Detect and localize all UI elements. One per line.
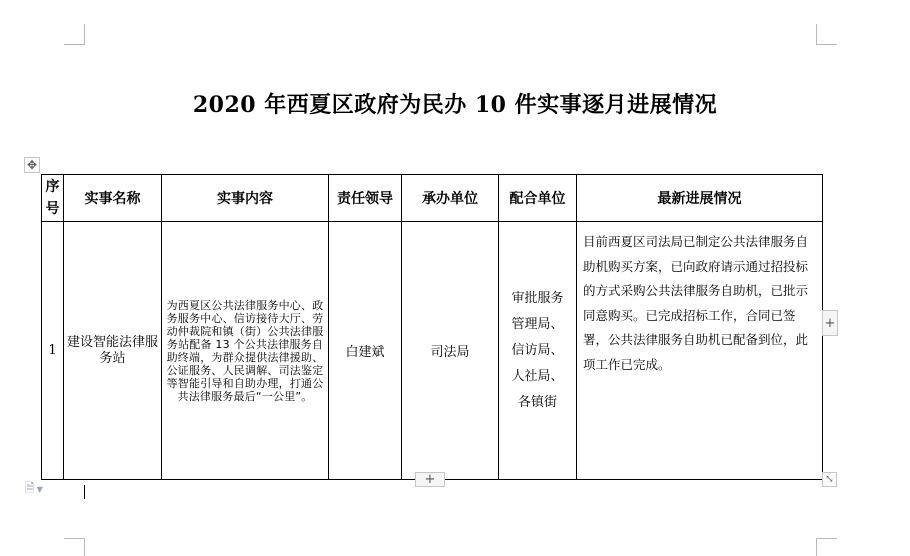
header-progress[interactable]: 最新进展情况: [577, 175, 823, 222]
progress-table: [41, 174, 823, 480]
crop-mark-top-left: [64, 24, 85, 45]
text-cursor: [84, 485, 85, 499]
cell-seq[interactable]: 1: [42, 222, 64, 480]
header-seq-line-1: 序: [45, 179, 60, 195]
header-seq-line-2: 号: [45, 201, 60, 217]
coop-line: 各镇街: [517, 394, 557, 410]
cell-content[interactable]: 为西夏区公共法律服务中心、政务服务中心、信访接待大厅、劳动仲裁院和镇（街）公共法律服务站配备 13 个公共法律服务自助终端，为群众提供法律援助、公证服务、人民调解、司法鉴定等智能引导和自助办理，打通公共法律服务最后“一公里”。: [162, 222, 329, 480]
coop-line: 信访局、: [511, 342, 564, 358]
cell-name[interactable]: 建设智能法律服务站: [64, 222, 162, 480]
cell-dept[interactable]: 司法局: [402, 222, 499, 480]
table-header-row: [42, 175, 823, 222]
table-row: [42, 222, 823, 480]
crop-mark-bottom-left: [64, 538, 85, 556]
paragraph-menu-icon[interactable]: 🗎 ▼: [25, 481, 43, 495]
header-name[interactable]: 实事名称: [64, 175, 162, 222]
header-leader[interactable]: 责任领导: [329, 175, 402, 222]
header-content[interactable]: 实事内容: [162, 175, 329, 222]
coop-line: 人社局、: [511, 368, 564, 384]
crop-mark-bottom-right: [816, 538, 837, 556]
header-dept[interactable]: 承办单位: [402, 175, 499, 222]
header-seq[interactable]: [42, 175, 64, 222]
crop-mark-top-right: [816, 24, 837, 45]
table-move-icon[interactable]: ✥: [24, 157, 40, 173]
coop-line: 审批服务: [511, 290, 564, 306]
add-row-button[interactable]: +: [415, 472, 445, 487]
table-resize-icon[interactable]: ⤡: [822, 472, 837, 487]
cell-coop[interactable]: [499, 222, 577, 480]
header-coop[interactable]: 配合单位: [499, 175, 577, 222]
document-title: 2020 年西夏区政府为民办 10 件实事逐月进展情况: [192, 92, 718, 118]
add-column-button[interactable]: +: [822, 310, 838, 336]
cell-leader[interactable]: 白建斌: [329, 222, 402, 480]
coop-line: 管理局、: [511, 316, 564, 332]
chevron-down-icon: ▼: [36, 485, 43, 494]
cell-progress[interactable]: 目前西夏区司法局已制定公共法律服务自助机购买方案，已向政府请示通过招投标的方式采购公共法律服务自助机，已批示同意购买。已完成招标工作，合同已签署，公共法律服务自助机已配备到位，此项工作已完成。: [577, 222, 823, 480]
